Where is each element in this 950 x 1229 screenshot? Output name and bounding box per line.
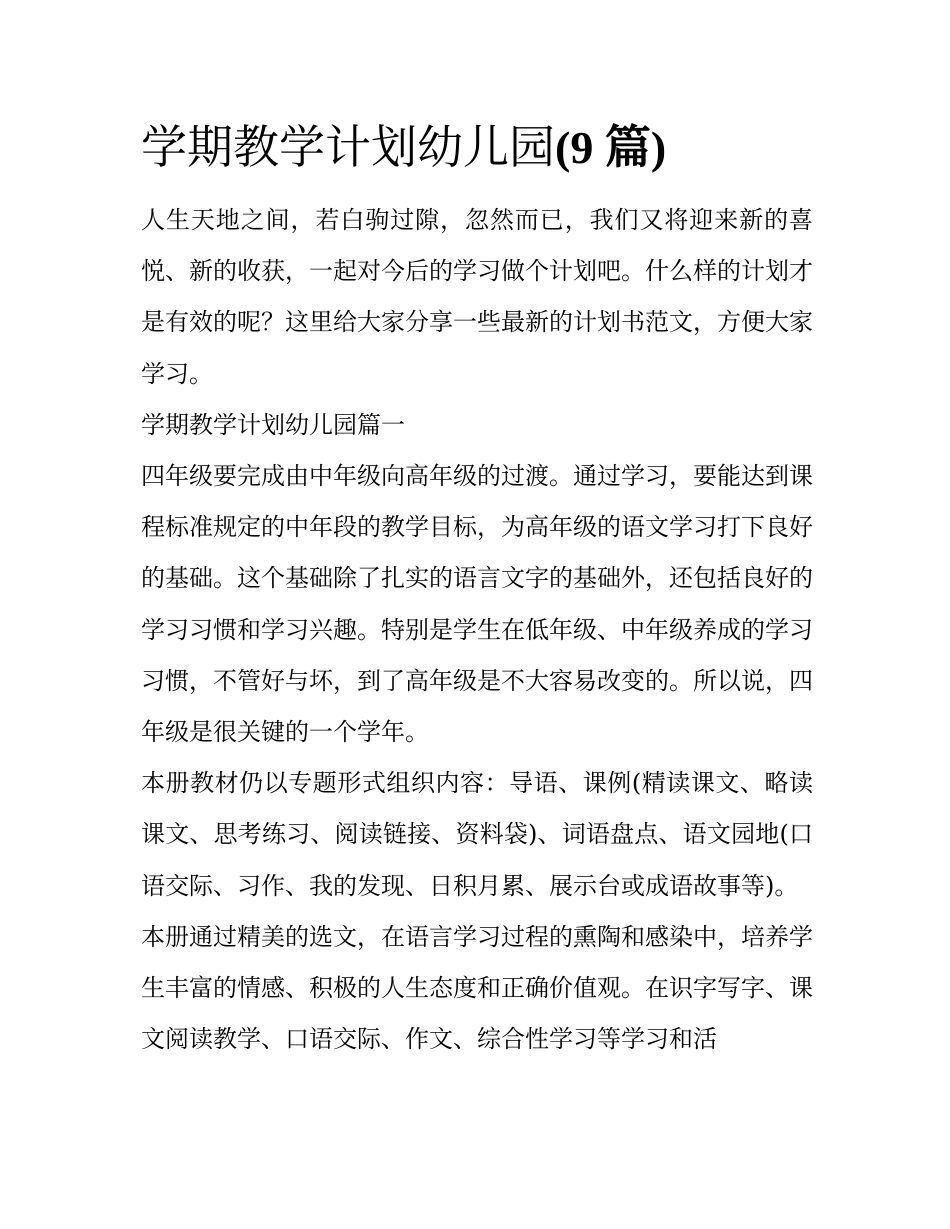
title-suffix: (9 篇) bbox=[555, 122, 667, 173]
body-paragraph-3: 本册通过精美的选文，在语言学习过程的熏陶和感染中，培养学生丰富的情感、积极的人生态度和正确价值观。在识字写字、课文阅读教学、口语交际、作文、综合性学习等学习和活 bbox=[141, 922, 813, 1054]
title-main: 学期教学计划幼儿园 bbox=[141, 120, 555, 174]
section-heading: 学期教学计划幼儿园篇一 bbox=[141, 410, 405, 439]
document-title bbox=[141, 112, 813, 182]
document-body bbox=[141, 112, 813, 1065]
body-paragraph-1: 四年级要完成由中年级向高年级的过渡。通过学习，要能达到课程标准规定的中年段的教学目标，为高年级的语文学习打下良好的基础。这个基础除了扎实的语言文字的基础外，还包括良好的学习习惯和学习兴趣。特别是学生在低年级、中年级养成的学习习惯，不管好与坏，到了高年级是不大容易改变的。所以说，四年级是很关键的一个学年。 bbox=[141, 462, 813, 747]
body-paragraph-2: 本册教材仍以专题形式组织内容：导语、课例(精读课文、略读课文、思考练习、阅读链接、资料袋)、词语盘点、语文园地(口语交际、习作、我的发现、日积月累、展示台或成语故事等)。 bbox=[141, 769, 813, 900]
intro-paragraph: 人生天地之间，若白驹过隙，忽然而已，我们又将迎来新的喜悦、新的收获，一起对今后的学习做个计划吧。什么样的计划才是有效的呢？这里给大家分享一些最新的计划书范文，方便大家学习。 bbox=[141, 206, 813, 388]
